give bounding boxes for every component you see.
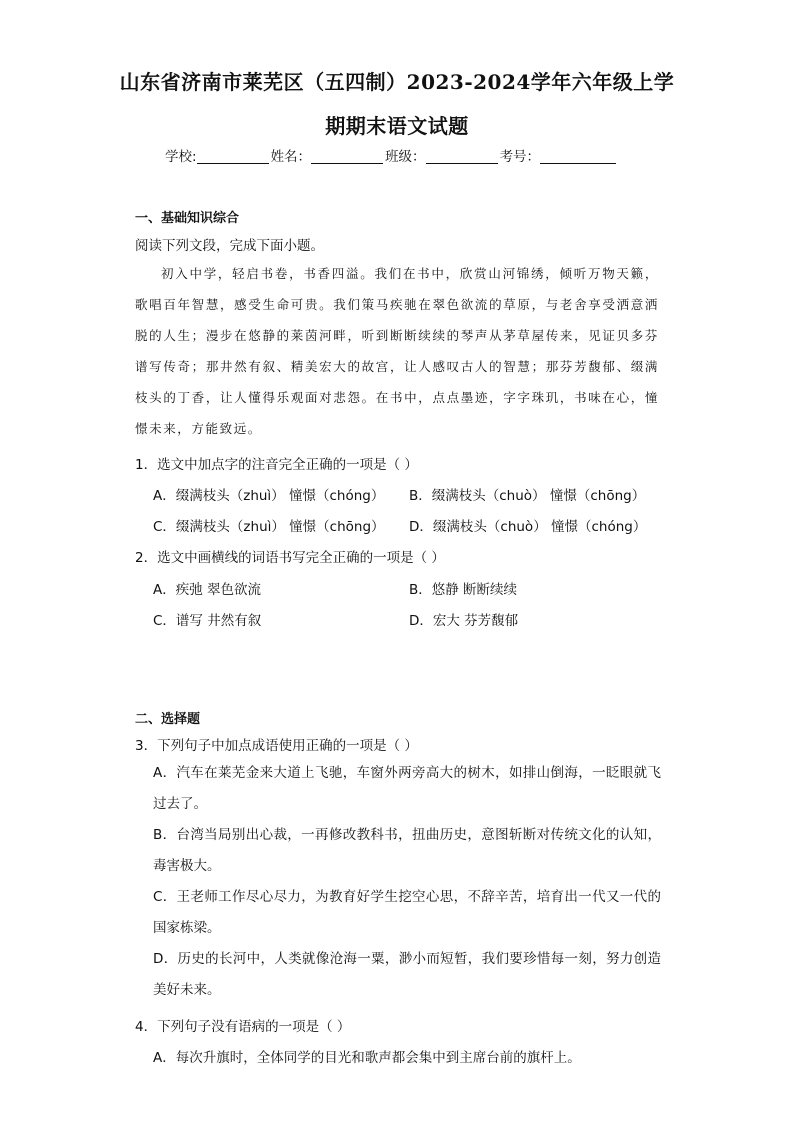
class-label: 班级： — [385, 149, 426, 165]
question-1-option-a: A．缀满枝头（zhuì） 憧憬（chóng） — [153, 488, 385, 504]
school-blank — [197, 149, 269, 164]
section-1-instruction: 阅读下列文段，完成下面小题。 — [135, 238, 324, 254]
question-3-option-b: B．台湾当局别出心裁，一再修改教科书，扭曲历史，意图斩断对传统文化的认知，毒害极大。 — [153, 827, 661, 874]
section-1-heading: 一、基础知识综合 — [135, 211, 240, 226]
question-4-stem: 4．下列句子没有语病的一项是（ ） — [135, 1019, 351, 1035]
question-2-option-b: B．悠静 断断续续 — [409, 582, 518, 598]
student-info-row — [165, 145, 616, 165]
question-2-option-c: C．谱写 井然有叙 — [153, 613, 262, 629]
section-2-heading: 二、选择题 — [135, 712, 201, 727]
question-4-option-a: A．每次升旗时，全体同学的目光和歌声都会集中到主席台前的旗杆上。 — [153, 1050, 581, 1066]
school-label: 学校: — [165, 149, 197, 165]
name-blank — [311, 149, 383, 164]
number-blank — [540, 149, 616, 164]
question-3-option-d: D．历史的长河中，人类就像沧海一粟，渺小而短暂，我们要珍惜每一刻，努力创造美好未来。 — [153, 951, 661, 998]
exam-title-line-1: 山东省济南市莱芜区（五四制）2023-2024学年六年级上学 — [119, 70, 675, 94]
exam-title-line-2: 期期末语文试题 — [325, 114, 469, 138]
question-1-option-c: C．缀满枝头（zhuì） 憧憬（chōng） — [153, 519, 385, 535]
question-1-stem: 1．选文中加点字的注音完全正确的一项是（ ） — [135, 457, 418, 473]
class-blank — [426, 149, 498, 164]
question-3-option-c: C．王老师工作尽心尽力，为教育好学生挖空心思，不辞辛苦，培育出一代又一代的国家栋梁。 — [153, 889, 661, 936]
question-1-option-b: B．缀满枝头（chuò） 憧憬（chōng） — [409, 488, 646, 504]
question-2-option-a: A．疾弛 翠色欲流 — [153, 582, 262, 598]
question-3-stem: 3．下列句子中加点成语使用正确的一项是（ ） — [135, 738, 418, 754]
question-2-option-d: D．宏大 芬芳馥郁 — [409, 613, 519, 629]
question-2-stem: 2．选文中画横线的词语书写完全正确的一项是（ ） — [135, 550, 445, 566]
reading-passage: 初入中学，轻启书卷，书香四溢。我们在书中，欣赏山河锦绣，倾听万物天籁，歌唱百年智慧，感受生命可贵。我们策马疾驰在翠色欲流的草原，与老舍享受洒意洒脱的人生；漫步在悠静的莱茵河畔，听到断断续续的琴声从茅草屋传来，见证贝多芬谱写传奇；那井然有叙、精美宏大的故宫，让人感叹古人的智慧；那芬芳馥郁、缀满枝头的丁香，让人懂得乐观面对悲怨。在书中，点点墨迹，字字珠玑，书味在心，憧憬未来，方能致远。 — [135, 266, 659, 436]
question-3-option-a: A．汽车在莱芜金来大道上飞驰，车窗外两旁高大的树木，如排山倒海，一眨眼就飞过去了。 — [153, 765, 661, 812]
name-label: 姓名： — [270, 149, 312, 165]
question-1-option-d: D．缀满枝头（chuò） 憧憬（chóng） — [409, 519, 647, 535]
number-label: 考号： — [499, 149, 541, 165]
